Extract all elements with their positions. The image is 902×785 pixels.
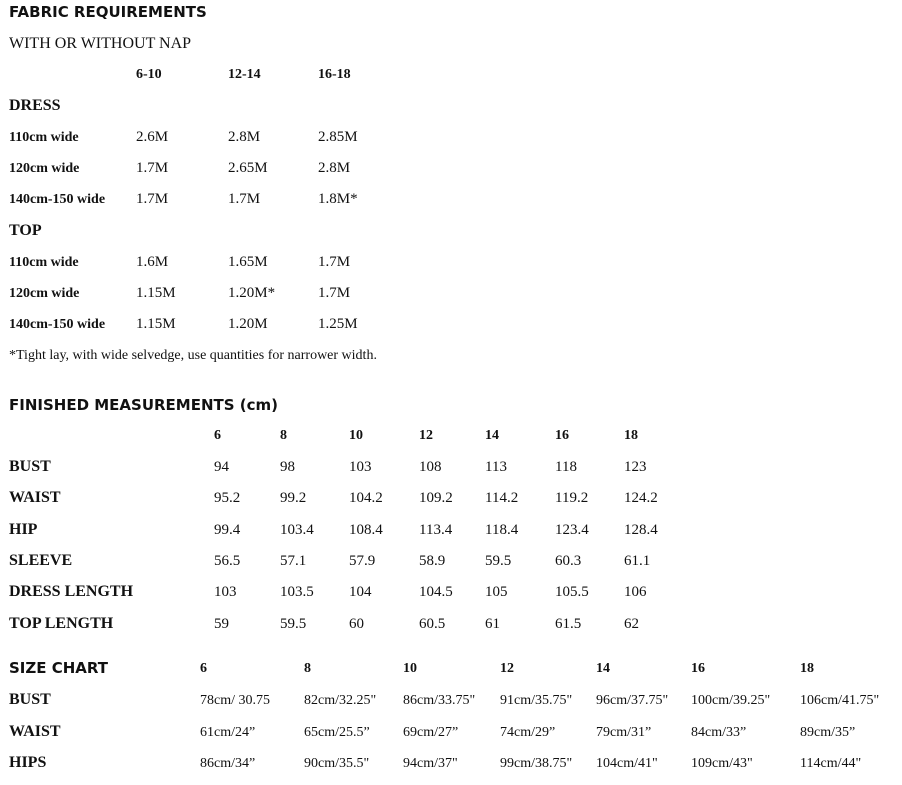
finished-value: 61.5 [555, 616, 582, 632]
size-chart-value: 86cm/33.75" [403, 693, 476, 708]
size-chart-header: 6 [200, 661, 207, 676]
finished-value: 105 [485, 584, 508, 600]
fabric-column-header: 12-14 [228, 67, 261, 82]
size-chart-value: 91cm/35.75" [500, 693, 573, 708]
finished-value: 59 [214, 616, 229, 632]
size-chart-value: 109cm/43" [691, 756, 753, 771]
finished-value: 128.4 [624, 522, 658, 538]
fabric-value: 2.8M [228, 129, 261, 145]
finished-value: 103.5 [280, 584, 314, 600]
size-chart-title: SIZE CHART [9, 659, 109, 677]
fabric-value: 2.8M [318, 160, 351, 176]
size-chart-header: 10 [403, 661, 417, 676]
size-chart-row-label: BUST [9, 691, 51, 708]
fabric-value: 1.20M* [228, 285, 276, 301]
finished-row-label: DRESS LENGTH [9, 583, 134, 600]
size-chart-header: 12 [500, 661, 514, 676]
finished-value: 56.5 [214, 553, 241, 569]
fabric-value: 1.7M [136, 160, 169, 176]
finished-value: 118.4 [485, 522, 519, 538]
fabric-value: 2.65M [228, 160, 268, 176]
finished-size-header: 14 [485, 428, 499, 443]
finished-value: 60.5 [419, 616, 446, 632]
size-chart-row-label: HIPS [9, 754, 47, 771]
fabric-value: 1.7M [318, 285, 351, 301]
finished-value: 108 [419, 459, 442, 475]
finished-value: 123 [624, 459, 647, 475]
finished-value: 103 [214, 584, 237, 600]
fabric-row-label: 110cm wide [9, 130, 79, 145]
finished-value: 99.2 [280, 490, 307, 506]
finished-value: 61.1 [624, 553, 651, 569]
finished-row-label: BUST [9, 458, 51, 475]
finished-value: 114.2 [485, 490, 519, 506]
finished-value: 123.4 [555, 522, 589, 538]
size-chart-value: 65cm/25.5” [304, 725, 370, 740]
size-chart-header: 18 [800, 661, 814, 676]
finished-value: 104.2 [349, 490, 383, 506]
fabric-row-label: 110cm wide [9, 255, 79, 270]
size-chart-value: 78cm/ 30.75 [200, 693, 270, 708]
fabric-value: 1.15M [136, 285, 176, 301]
fabric-value: 1.20M [228, 316, 268, 332]
finished-value: 113.4 [419, 522, 453, 538]
finished-value: 60.3 [555, 553, 582, 569]
size-chart-value: 82cm/32.25" [304, 693, 377, 708]
finished-row-label: SLEEVE [9, 552, 73, 569]
size-chart-value: 61cm/24” [200, 725, 256, 740]
finished-value: 95.2 [214, 490, 241, 506]
finished-value: 98 [280, 459, 295, 475]
finished-value: 99.4 [214, 522, 241, 538]
finished-value: 118 [555, 459, 577, 475]
finished-value: 60 [349, 616, 364, 632]
fabric-value: 1.8M* [318, 191, 358, 207]
finished-size-header: 18 [624, 428, 638, 443]
finished-value: 94 [214, 459, 229, 475]
fabric-value: 1.7M [228, 191, 261, 207]
fabric-value: 1.7M [318, 254, 351, 270]
top-section-heading: TOP [9, 222, 42, 239]
fabric-value: 2.6M [136, 129, 169, 145]
fabric-value: 2.85M [318, 129, 358, 145]
size-chart-value: 104cm/41" [596, 756, 658, 771]
fabric-requirements-title: FABRIC REQUIREMENTS [9, 3, 207, 21]
finished-value: 106 [624, 584, 647, 600]
size-chart-header: 16 [691, 661, 705, 676]
finished-value: 103.4 [280, 522, 314, 538]
finished-value: 59.5 [280, 616, 307, 632]
size-chart-value: 89cm/35” [800, 725, 856, 740]
fabric-row-label: 120cm wide [9, 286, 80, 301]
finished-row-label: HIP [9, 521, 38, 538]
finished-value: 109.2 [419, 490, 453, 506]
size-chart-value: 79cm/31” [596, 725, 652, 740]
dress-section-heading: DRESS [9, 97, 61, 114]
finished-value: 57.9 [349, 553, 376, 569]
size-chart-row-label: WAIST [9, 723, 61, 740]
finished-value: 103 [349, 459, 372, 475]
finished-value: 57.1 [280, 553, 307, 569]
finished-value: 113 [485, 459, 507, 475]
finished-size-header: 10 [349, 428, 363, 443]
finished-value: 62 [624, 616, 639, 632]
fabric-footnote: *Tight lay, with wide selvedge, use quantities for narrower width. [9, 348, 377, 363]
finished-value: 61 [485, 616, 500, 632]
finished-value: 119.2 [555, 490, 589, 506]
finished-size-header: 8 [280, 428, 287, 443]
fabric-row-label: 120cm wide [9, 161, 80, 176]
finished-measurements-title: FINISHED MEASUREMENTS (cm) [9, 396, 279, 414]
fabric-row-label: 140cm-150 wide [9, 317, 106, 332]
size-chart-value: 74cm/29” [500, 725, 556, 740]
finished-value: 108.4 [349, 522, 383, 538]
size-chart-value: 100cm/39.25" [691, 693, 771, 708]
finished-size-header: 12 [419, 428, 433, 443]
size-chart-value: 94cm/37" [403, 756, 458, 771]
finished-row-label: TOP LENGTH [9, 615, 114, 632]
fabric-value: 1.65M [228, 254, 268, 270]
size-chart-value: 114cm/44" [800, 756, 862, 771]
size-chart-value: 69cm/27” [403, 725, 459, 740]
finished-value: 104.5 [419, 584, 453, 600]
finished-value: 124.2 [624, 490, 658, 506]
finished-value: 58.9 [419, 553, 446, 569]
finished-value: 105.5 [555, 584, 589, 600]
size-chart-value: 96cm/37.75" [596, 693, 669, 708]
size-chart-value: 86cm/34” [200, 756, 256, 771]
fabric-column-header: 16-18 [318, 67, 351, 82]
finished-value: 59.5 [485, 553, 512, 569]
finished-row-label: WAIST [9, 489, 61, 506]
finished-size-header: 6 [214, 428, 221, 443]
fabric-value: 1.15M [136, 316, 176, 332]
size-chart-header: 14 [596, 661, 610, 676]
size-chart-value: 90cm/35.5" [304, 756, 370, 771]
fabric-column-header: 6-10 [136, 67, 162, 82]
size-chart-value: 84cm/33” [691, 725, 747, 740]
size-chart-header: 8 [304, 661, 311, 676]
fabric-row-label: 140cm-150 wide [9, 192, 106, 207]
fabric-value: 1.25M [318, 316, 358, 332]
size-chart-value: 106cm/41.75" [800, 693, 880, 708]
size-chart-value: 99cm/38.75" [500, 756, 573, 771]
fabric-value: 1.6M [136, 254, 169, 270]
finished-size-header: 16 [555, 428, 569, 443]
nap-subtitle: WITH OR WITHOUT NAP [9, 35, 192, 52]
finished-value: 104 [349, 584, 372, 600]
fabric-value: 1.7M [136, 191, 169, 207]
